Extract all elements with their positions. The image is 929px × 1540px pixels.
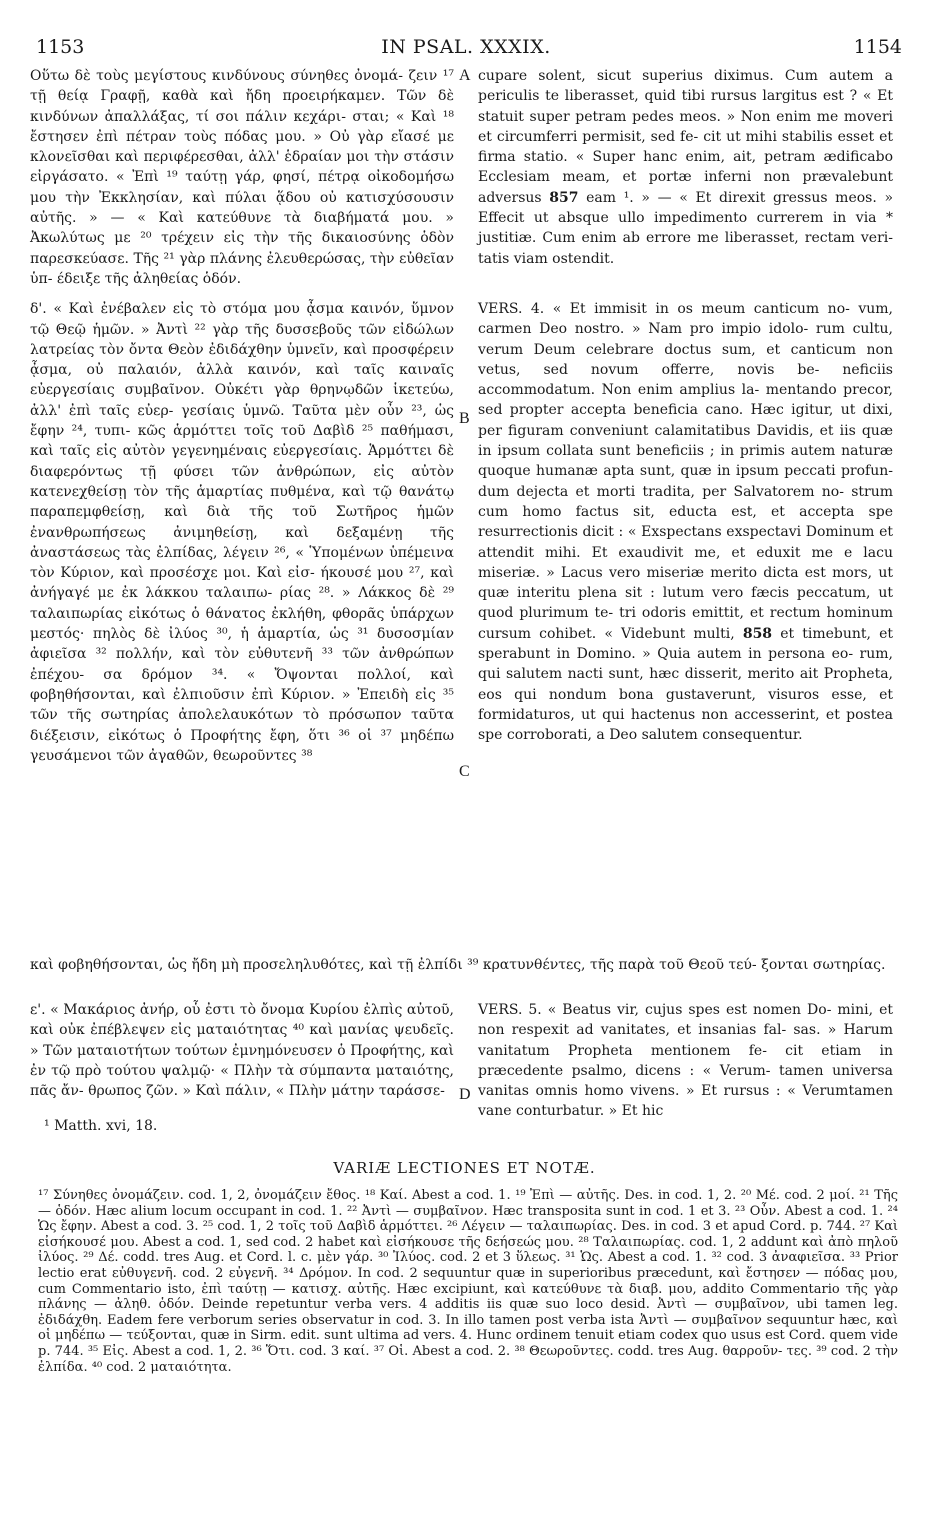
- latin-p2-end: et timebunt, et sperabunt in Domino. » Quia autem in persona eo- rum, qui salutem nacti sunt, hæc disserit, merito ait Propheta, eos qui nondum bona gustaverunt, visuros esse, et formidaturos, ut qui hactenus non accesserint, et postea spe corroborati, a Deo salutem consequentur.: [478, 625, 893, 744]
- latin-paragraph-3: VERS. 5. « Beatus vir, cujus spes est nomen Do- mini, et non respexit ad vanitates, et insanias fal- sas. » Harum vanitatum Propheta mentionem fe- cit etiam in præcedente psalmo, dicens : « Verum- tamen universa vanitas omnis homo vivens. » Et rursus : « Verumtamen vane conturbatur. » Et hic: [478, 1002, 893, 1120]
- margin-marker-a: A: [459, 67, 471, 84]
- latin-paragraph-2: [478, 299, 893, 746]
- greek-column: [30, 66, 454, 766]
- greek-paragraph-3: ε'. « Μακάριος ἀνήρ, οὗ ἐστι τὸ ὄνομα Κυρίου ἐλπὶς αὐτοῦ, καὶ οὐκ ἐπέβλεψεν εἰς ματαιότητας ⁴⁰ καὶ μανίας ψευδεῖς. » Τῶν ματαιοτήτων τούτων ἐμνημόνευσεν ὁ Προφήτης, καὶ ἐν τῷ πρὸ τούτου ψαλμῷ· « Πλὴν τὰ σύμπαντα ματαιότης, πᾶς ἄν- θρωπος ζῶν. » Καὶ πάλιν, « Πλὴν μάτην ταράσσε-: [30, 1002, 454, 1100]
- left-page-number: 1153: [36, 36, 85, 58]
- margin-marker-b: B: [459, 410, 470, 427]
- greek-paragraph-1: Οὕτω δὲ τοὺς μεγίστους κινδύνους σύνηθες ὀνομά- ζειν ¹⁷ τῇ θείᾳ Γραφῇ, καθὰ καὶ ἤδη προειρήκαμεν. Τῶν δὲ κινδύνων ἀπαλλάξας, τί σοι πάλιν κεχάρι- σται; « Καὶ ¹⁸ ἔστησεν ἐπὶ πέτραν τοὺς πόδας μου. » Οὐ γὰρ εἴασέ με κλονεῖσθαι καὶ περιφέρεσθαι, ἀλλ' ἑδραίαν μοι τὴν στάσιν εἰργάσατο. « Ἐπὶ ¹⁹ ταύτῃ γάρ, φησί, πέτρᾳ οἰκοδομήσω μου τὴν Ἐκκλησίαν, καὶ πύλαι ᾅδου οὐ κατισχύσουσιν αὐτῆς. » — « Καὶ κατεύθυνε τὰ διαβήματά μου. » Ἀκωλύτως με ²⁰ τρέχειν εἰς τὴν τῆς δικαιοσύνης ὁδὸν παρεσκεύασε. Τῆς ²¹ γὰρ πλάνης ἐλευθερώσας, τὴν εὐθεῖαν ὑπ- έδειξε τῆς ἀληθείας ὁδόν.: [30, 68, 454, 287]
- right-page-number: 1154: [853, 36, 902, 58]
- latin-paragraph-1: [478, 66, 893, 269]
- running-title: IN PSAL. XXXIX.: [381, 36, 551, 58]
- latin-p1-end: eam ¹. » — « Et direxit gressus meos. » Effecit ut absque ullo impedimento currerem in via * justitiæ. Cum enim ab errore me liberasset, rectam veri- tatis viam ostendit.: [478, 189, 894, 267]
- latin-p1-text: cupare solent, sicut superius diximus. Cum autem a periculis te liberasset, quid tibi rursus largitus est ? « Et statuit super petram pedes meos. » Non enim me moveri et circumferri permisit, sed fe- cit ut mihi stabilis esset et firma statio. « Super hanc enim, ait, petram ædificabo Ecclesiam meam, et portæ inferni non prævalebunt adversus: [478, 68, 893, 206]
- margin-marker-c: C: [459, 763, 470, 780]
- margin-marker-d: D: [459, 1086, 471, 1103]
- latin-column-lower: [478, 1000, 893, 1122]
- column-number-858: 858: [742, 625, 773, 642]
- greek-column-lower: [30, 1000, 454, 1101]
- greek-full-line: καὶ φοβηθήσονται, ὡς ἤδη μὴ προσεληλυθότες, καὶ τῇ ἐλπίδι ³⁹ κρατυνθέντες, τῆς παρὰ τοῦ Θεοῦ τεύ- ξονται σωτηρίας.: [30, 957, 886, 973]
- page-header: [30, 36, 902, 62]
- footnote: ¹ Matth. xvi, 18.: [44, 1118, 158, 1134]
- variant-notes: ¹⁷ Σύνηθες ὀνομάζειν. cod. 1, 2, ὀνομάζειν ἔθος. ¹⁸ Καί. Abest a cod. 1. ¹⁹ Ἐπὶ — αὐτῆς. Des. in cod. 1, 2. ²⁰ Μέ. cod. 2 μοί. ²¹ Τῆς — ὁδόν. Hæc alium locum occupant in cod. 1. ²² Ἀντὶ — συμβαῖνον. Hæc transposita sunt in cod. 1 et 3. ²³ Οὖν. Abest a cod. 1. ²⁴ Ὡς ἔφην. Abest a cod. 3. ²⁵ cod. 1, 2 τοῖς τοῦ Δαβὶδ ἁρμόττει. ²⁶ Λέγειν — ταλαιπωρίας. Des. in cod. 3 et apud Cord. p. 744. ²⁷ Καὶ εἰσήκουσέ μου. Abest a cod. 1, sed cod. 2 habet καὶ εἰσήκουσε τῆς δεήσεώς μου. ²⁸ Ταλαιπωρίας. cod. 1, 2 addunt καὶ ἀπὸ πηλοῦ ἰλύος. ²⁹ Δέ. codd. tres Aug. et Cord. l. c. μὲν γάρ. ³⁰ Ἰλύος. cod. 2 et 3 ὕλεως. ³¹ Ὡς. Abest a cod. 1. ³² cod. 3 ἀναφιεῖσα. ³³ Prior lectio erat εὐθυγενῆ. cod. 2 εὐγενῆ. ³⁴ Δρόμον. In cod. 2 sequuntur quæ in superioribus præcedunt, καὶ ἔστησεν — πόδας μου, cum Commentario isto, ἐπὶ ταύτῃ — κατισχ. αὐτῆς. Hæc excipiunt, καὶ κατεύθυνε τὰ διαβ. μου, addito Commentario τῆς γὰρ πλάνης — ἀληθ. ὁδόν. Deinde repetuntur verba vers. 4 additis iis quæ suo loco desid. Ἀντὶ — συμβαῖνον, ubi tamen leg. ἐδιδάχθη. Eadem fere verborum series observatur in cod. 3. In illo tamen post verba ista Ἀντὶ — συμβαῖνον sequuntur hæc, καὶ οἱ μηδέπω — τεύξονται, quæ in Sirm. edit. sunt ultima ad vers. 4. Hunc ordinem tenuit etiam codex quo usus est Cord. quem vide p. 744. ³⁵ Εἰς. Abest a cod. 1, 2. ³⁶ Ὅτι. cod. 3 καί. ³⁷ Οἱ. Abest a cod. 2. ³⁸ Θεωροῦντες. codd. tres Aug. θαρροῦν- τες. ³⁹ cod. 2 τὴν ἐλπίδα. ⁴⁰ cod. 2 ματαιότητα.: [38, 1188, 898, 1375]
- notes-title: VARIÆ LECTIONES ET NOTÆ.: [333, 1159, 596, 1177]
- latin-column: [478, 66, 893, 746]
- latin-p2-text: VERS. 4. « Et immisit in os meum canticum no- vum, carmen Deo nostro. » Nam pro impio idolo- rum cultu, verum Deum celebrare doctus sum, et canticum non vetus, sed novum offerre, novis be- neficiis accommodatum. Non enim amplius la- mentando precor, sed propter accepta beneficia cano. Hæc igitur, ut dixi, per figuram conveniunt calamitatibus Davidis, et iis quæ in ipsum collata sunt beneficiis ; in primis autem naturæ quoque humanæ apta sunt, quæ in ipsum peccati profun- dum dejecta et morti tradita, per Salvatorem no- strum cum homo factus sit, educta est, et accepta spe resurrectionis dicit : « Exspectans exspectavi Dominum et attendit mihi. Et exaudivit me, et eduxit me e lacu miseriæ. » Lacus vero miseriæ merito dicta est mors, ut quæ interitu plena sit : lutum vero fæcis peccatum, ut quod plurimum te- tri odoris emittit, et rectum hominum cursum cohibet. « Videbunt multi,: [478, 300, 893, 642]
- greek-full-width: [30, 955, 894, 975]
- column-number-857: 857: [549, 189, 579, 206]
- greek-paragraph-2: δ'. « Καὶ ἐνέβαλεν εἰς τὸ στόμα μου ᾆσμα καινόν, ὕμνον τῷ Θεῷ ἡμῶν. » Ἀντὶ ²² γὰρ τῆς δυσσεβοῦς τῶν εἰδώλων λατρείας τὸν ὄντα Θεὸν ἐδιδάχθην ὑμνεῖν, καὶ προσφέρειν ᾆσμα, οὐ παλαιόν, ἀλλὰ καινόν, καὶ ταῖς καιναῖς εὐεργεσίαις συμβαῖνον. Οὐκέτι γὰρ θρηνῳδῶν ἱκετεύω, ἀλλ' ἐπὶ ταῖς εὐερ- γεσίαις ὑμνῶ. Ταῦτα μὲν οὖν ²³, ὡς ἔφην ²⁴, τυπι- κῶς ἁρμόττει τοῖς τοῦ Δαβὶδ ²⁵ παθήμασι, καὶ ταῖς εἰς αὐτὸν γεγενημέναις εὐεργεσίαις. Ἁρμόττει δὲ διαφερόντως τῇ φύσει τῶν ἀνθρώπων, εἰς αὐτὸν κατενεχθείσῃ τὸν τῆς ἁμαρτίας πυθμένα, καὶ τῷ θανάτῳ παραπεμφθείσῃ, καὶ διὰ τῆς τοῦ Σωτῆρος ἡμῶν ἐνανθρωπήσεως ἀνιμηθείσῃ, καὶ δεξαμένῃ τῆς ἀναστάσεως τὰς ἐλπίδας, λέγειν ²⁶, « Ὑπομένων ὑπέμεινα τὸν Κύριον, καὶ προσέσχε μοι. Καὶ εἰσ- ήκουσέ μου ²⁷, καὶ ἀνήγαγέ με ἐκ λάκκου ταλαιπω- ρίας ²⁸. » Λάκκος δὲ ²⁹ ταλαιπωρίας εἰκότως ὁ θάνατος ἐκλήθη, φθορᾶς ὑπάρχων μεστός· πηλὸς δὲ ἰλύος ³⁰, ἡ ἁμαρτία, ὡς ³¹ δυσοσμίαν ἀφιεῖσα ³² πολλήν, καὶ τὸν εὐθυτενῆ ³³ τῶν ἀνθρώπων ἐπέχου- σα δρόμον ³⁴. « Ὄψονται πολλοί, καὶ φοβηθήσονται, καὶ ἐλπιοῦσιν ἐπὶ Κύριον. » Ἐπειδὴ εἰς ³⁵ τῶν τῆς σωτηρίας ἀπολελαυκότων τὸ πρόσωπον ταῦτα διέξεισιν, εἰκότως ὁ Προφήτης ἔφη, ὅτι ³⁶ οἱ ³⁷ μηδέπω γευσάμενοι τῶν ἀγαθῶν, θεωροῦντες ³⁸: [30, 301, 454, 764]
